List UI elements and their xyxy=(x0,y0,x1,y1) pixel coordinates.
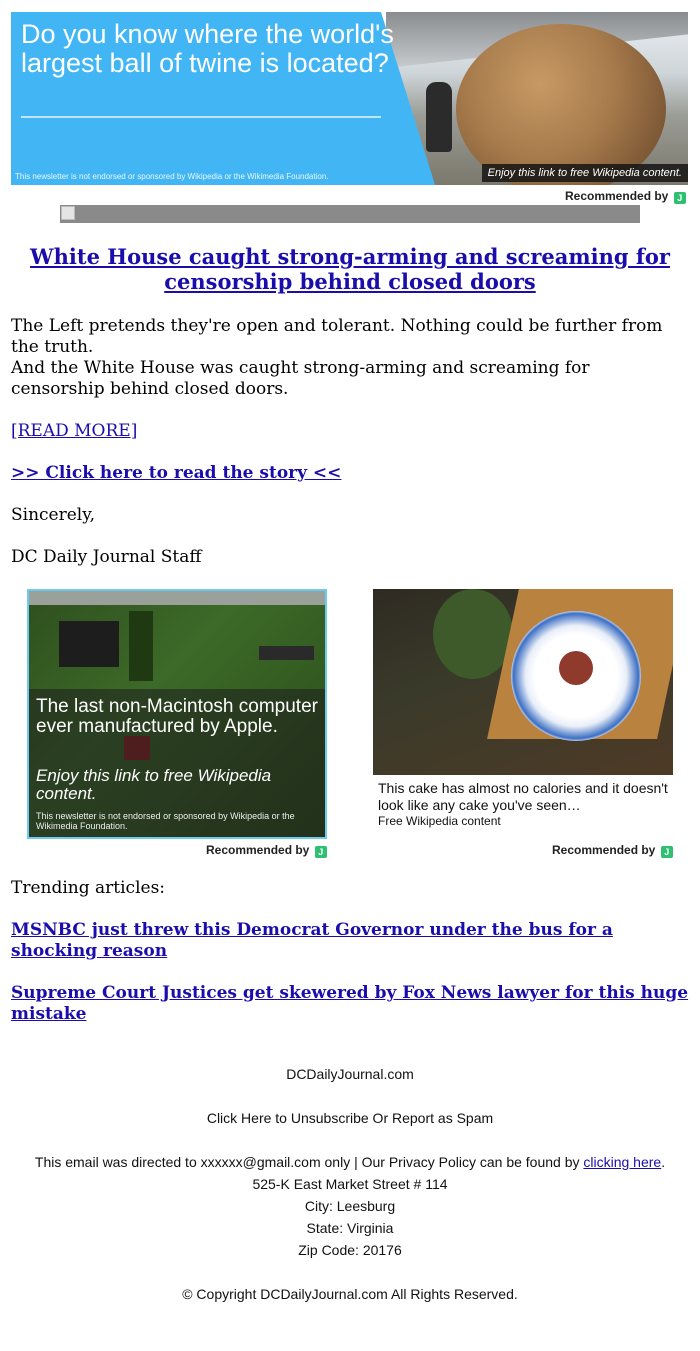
recommended-label: Recommended by xyxy=(565,189,669,203)
headline-link[interactable]: White House caught strong-arming and screaming for censorship behind closed doors xyxy=(30,244,670,294)
privacy-policy-link[interactable]: clicking here xyxy=(583,1154,662,1170)
read-more-link[interactable]: [READ MORE] xyxy=(11,421,138,441)
card1-disclaimer: This newsletter is not endorsed or sponsored by Wikipedia or the Wikimedia Foundation. xyxy=(36,811,295,831)
plant-image xyxy=(433,589,513,679)
footer-directed-line xyxy=(0,1151,700,1173)
circuit-chip xyxy=(59,621,119,667)
directed-suffix: . xyxy=(661,1154,666,1170)
cake-dessert xyxy=(559,651,593,685)
click-here-link[interactable]: >> Click here to read the story << xyxy=(11,463,342,483)
jeeng-logo-icon: J xyxy=(674,192,686,204)
banner-disclaimer: This newsletter is not endorsed or sponsored by Wikipedia or the Wikimedia Foundation. xyxy=(15,172,329,181)
footer-address: 525-K East Market Street # 114 xyxy=(252,1176,448,1192)
broken-image-banner[interactable] xyxy=(60,205,640,223)
card2-source: Free Wikipedia content xyxy=(378,814,501,828)
article-paragraph-2: And the White House was caught strong-arming and screaming for censorship behind closed doors. xyxy=(11,358,590,399)
person-figure xyxy=(426,82,452,152)
click-here-paragraph xyxy=(11,463,691,484)
signoff: Sincerely, xyxy=(11,505,95,525)
trending-link-2[interactable]: Supreme Court Justices get skewered by Fox News lawyer for this huge mistake xyxy=(11,983,689,1024)
read-more-paragraph xyxy=(11,421,691,442)
signature: DC Daily Journal Staff xyxy=(11,547,202,567)
card1-subtitle: Enjoy this link to free Wikipedia content. xyxy=(36,766,272,803)
twine-ball-image xyxy=(456,24,666,185)
circuit-chip xyxy=(259,646,314,660)
trending-item-2 xyxy=(11,983,689,1025)
broken-image-icon xyxy=(61,206,75,220)
twine-ball-photo xyxy=(386,12,688,185)
footer-zip: Zip Code: 20176 xyxy=(298,1242,402,1258)
cake-ad-image[interactable] xyxy=(373,589,673,775)
circuit-board-edge xyxy=(29,591,325,605)
trending-label: Trending articles: xyxy=(11,878,166,898)
footer-state: State: Virginia xyxy=(306,1220,394,1236)
banner-title: Do you know where the world's largest ball of twine is located? xyxy=(21,19,394,78)
trending-link-1[interactable]: MSNBC just threw this Democrat Governor under the bus for a shocking reason xyxy=(11,920,613,961)
banner-caption: Enjoy this link to free Wikipedia content. xyxy=(482,164,688,182)
banner-divider xyxy=(21,116,381,118)
footer-copyright: © Copyright DCDailyJournal.com All Rights Reserved. xyxy=(182,1286,518,1302)
recommended-by-card2[interactable] xyxy=(552,843,673,858)
circuit-chip xyxy=(129,611,153,681)
card1-title: The last non-Macintosh computer ever manufactured by Apple. xyxy=(36,696,318,737)
jeeng-logo-icon: J xyxy=(661,846,673,858)
recommended-by-card1[interactable] xyxy=(206,843,327,858)
recommended-by-banner[interactable] xyxy=(565,189,686,204)
card2-title: This cake has almost no calories and it doesn't look like any cake you've seen… xyxy=(378,780,668,813)
jeeng-logo-icon: J xyxy=(315,846,327,858)
trending-item-1 xyxy=(11,920,689,962)
recommended-label: Recommended by xyxy=(206,843,310,857)
article-headline xyxy=(11,244,689,294)
footer-city: City: Leesburg xyxy=(304,1198,396,1214)
footer-site-link[interactable]: DCDailyJournal.com xyxy=(286,1066,414,1082)
twine-ball-ad-banner[interactable] xyxy=(11,12,688,185)
unsubscribe-link[interactable]: Click Here to Unsubscribe Or Report as Spam xyxy=(206,1110,494,1126)
recommended-label: Recommended by xyxy=(552,843,656,857)
article-paragraph-1: The Left pretends they're open and tolerant. Nothing could be further from the truth. xyxy=(11,316,663,357)
apple-computer-ad-card[interactable] xyxy=(27,589,327,839)
directed-text: This email was directed to xxxxxx@gmail.com only | Our Privacy Policy can be found by xyxy=(34,1154,584,1170)
card2-text[interactable] xyxy=(378,780,673,829)
